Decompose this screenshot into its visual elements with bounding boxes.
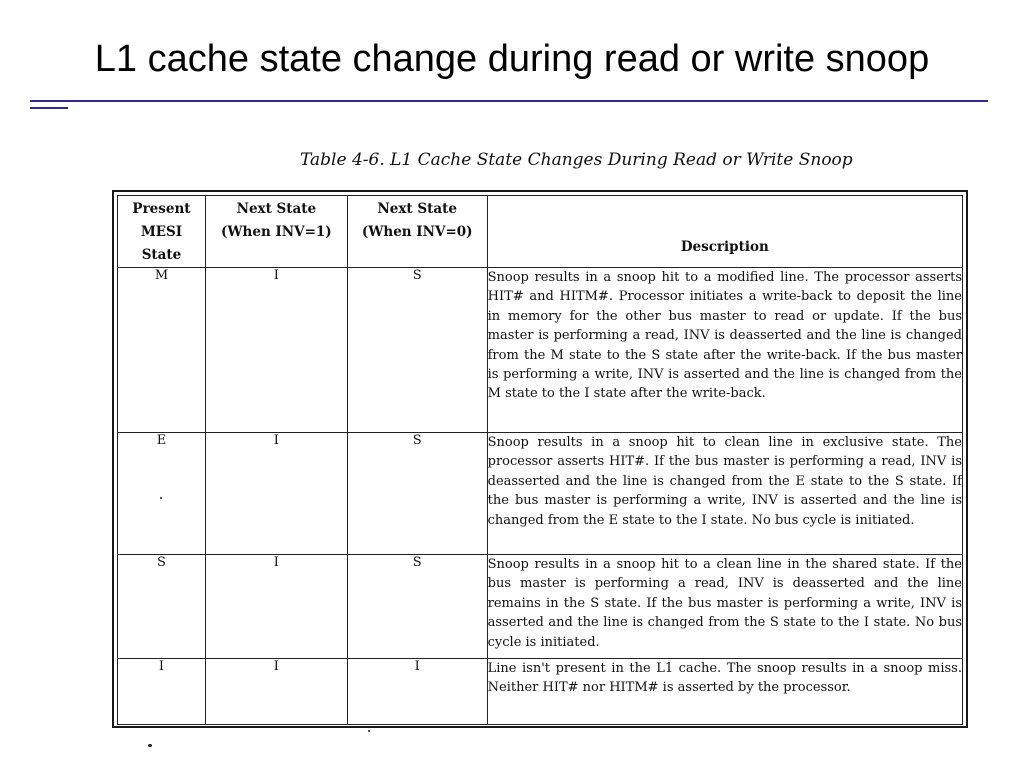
scan-speck xyxy=(148,744,152,747)
cell-present-state: E xyxy=(118,433,206,555)
cache-state-table xyxy=(117,195,963,725)
table-caption: Table 4-6. L1 Cache State Changes During Read or Write Snoop xyxy=(300,150,853,170)
cell-next-state-inv1: I xyxy=(205,659,347,725)
cell-next-state-inv0: S xyxy=(347,268,487,433)
cell-next-state-inv1: I xyxy=(205,555,347,659)
cell-description: Snoop results in a snoop hit to a modified line. The processor asserts HIT# and HITM#. Processor initiates a write-back to deposit the line in memory for the other bus master to read or update. If the bus master is performing a read, INV is deasserted and the line is changed from the M state to the S state after the write-back. If the bus master is performing a write, INV is asserted and the line is changed from the M state to the I state after the write-back. xyxy=(487,268,962,433)
cell-present-state: S xyxy=(118,555,206,659)
cell-description: Snoop results in a snoop hit to clean line in exclusive state. The processor asserts HIT#. If the bus master is performing a read, INV is deasserted and the line is changed from the E state to the S state. If the bus master is performing a write, INV is asserted and the line is changed from the E state to the I state. No bus cycle is initiated. xyxy=(487,433,962,555)
header-present-line-1: Present xyxy=(132,201,191,217)
header-inv1-line-2: (When INV=1) xyxy=(221,224,332,240)
title-divider-accent xyxy=(30,107,68,109)
table-row xyxy=(118,555,963,659)
cell-description: Line isn't present in the L1 cache. The snoop results in a snoop miss. Neither HIT# nor HITM# is asserted by the processor. xyxy=(487,659,962,725)
table-row xyxy=(118,433,963,555)
cell-description: Snoop results in a snoop hit to a clean line in the shared state. If the bus master is performing a read, INV is deasserted and the line remains in the S state. If the bus master is performing a write, INV is asserted and the line is changed from the S state to the I state. No bus cycle is initiated. xyxy=(487,555,962,659)
header-inv0-line-2: (When INV=0) xyxy=(361,224,473,240)
cell-present-state: M xyxy=(118,268,206,433)
table-row xyxy=(118,659,963,725)
header-next-state-inv1 xyxy=(205,196,347,268)
slide-title: L1 cache state change during read or write snoop xyxy=(94,38,930,80)
table-row xyxy=(118,268,963,433)
header-next-state-inv0 xyxy=(347,196,487,268)
cell-next-state-inv0: S xyxy=(347,555,487,659)
header-present-line-3: State xyxy=(141,247,182,263)
cell-next-state-inv0: I xyxy=(347,659,487,725)
cell-next-state-inv1: I xyxy=(205,268,347,433)
cell-next-state-inv1: I xyxy=(205,433,347,555)
scan-speck xyxy=(368,730,370,732)
header-inv1-line-1: Next State xyxy=(236,201,317,217)
cell-present-state: I xyxy=(118,659,206,725)
scan-speck xyxy=(160,497,162,499)
cell-next-state-inv0: S xyxy=(347,433,487,555)
header-inv0-line-1: Next State xyxy=(377,201,457,217)
header-description: Description xyxy=(487,196,962,268)
header-present-state xyxy=(118,196,206,268)
title-divider xyxy=(30,100,988,102)
table-header-row xyxy=(118,196,963,268)
header-present-line-2: MESI xyxy=(140,224,183,240)
